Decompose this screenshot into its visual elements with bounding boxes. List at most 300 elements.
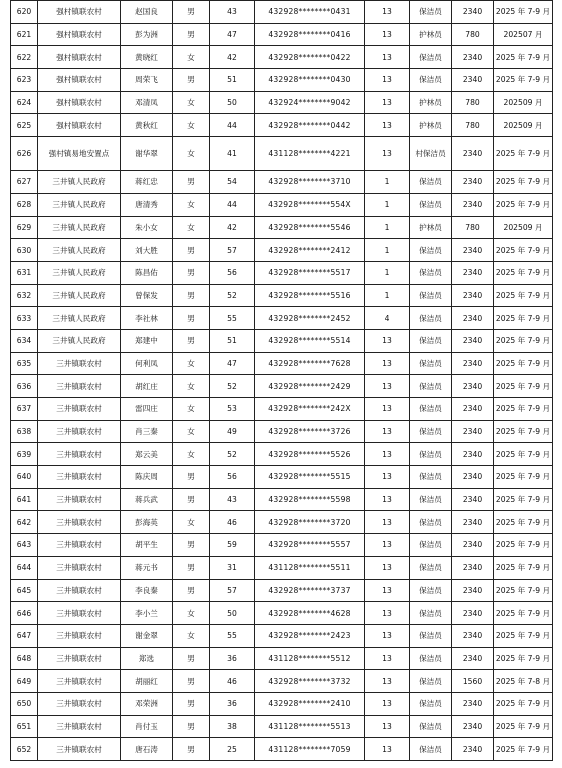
amount-cell: 2340 [452,420,494,443]
id-number-cell: 432924********9042 [255,91,365,114]
id-number-cell: 431128********5512 [255,647,365,670]
name-cell: 肖三秦 [121,420,173,443]
name-cell: 雷四庄 [121,398,173,421]
age-cell: 46 [210,670,255,693]
id-number-cell: 432928********554X [255,193,365,216]
gender-cell: 女 [173,420,210,443]
amount-cell: 2340 [452,137,494,171]
age-cell: 51 [210,69,255,92]
gender-cell: 男 [173,670,210,693]
row-number-cell: 622 [11,46,38,69]
post-cell: 保洁员 [410,556,452,579]
unit-cell: 三井镇人民政府 [38,239,121,262]
post-cell: 保洁员 [410,466,452,489]
amount-cell: 2340 [452,692,494,715]
name-cell: 蒋红忠 [121,171,173,194]
unit-cell: 三井镇联农村 [38,647,121,670]
roster-sheet [10,0,552,761]
id-number-cell: 432928********2412 [255,239,365,262]
unit-cell: 三井镇联农村 [38,511,121,534]
gender-cell: 女 [173,398,210,421]
name-cell: 郑建中 [121,329,173,352]
row-number-cell: 652 [11,738,38,761]
post-cell: 保洁员 [410,443,452,466]
period-cell: 2025 年 7-9 月 [494,602,553,625]
row-number-cell: 626 [11,137,38,171]
unit-cell: 三井镇联农村 [38,534,121,557]
gender-cell: 男 [173,307,210,330]
period-cell: 2025 年 7-9 月 [494,624,553,647]
category-cell: 13 [365,420,410,443]
gender-cell: 男 [173,1,210,24]
post-cell: 保洁员 [410,261,452,284]
table-row [11,511,553,534]
age-cell: 46 [210,511,255,534]
table-row [11,307,553,330]
category-cell: 13 [365,624,410,647]
unit-cell: 三井镇联农村 [38,352,121,375]
id-number-cell: 432928********3737 [255,579,365,602]
row-number-cell: 651 [11,715,38,738]
unit-cell: 三井镇人民政府 [38,284,121,307]
amount-cell: 2340 [452,511,494,534]
unit-cell: 三井镇联农村 [38,556,121,579]
age-cell: 44 [210,114,255,137]
row-number-cell: 647 [11,624,38,647]
period-cell: 2025 年 7-9 月 [494,375,553,398]
id-number-cell: 431128********5513 [255,715,365,738]
roster-table [10,0,553,761]
category-cell: 1 [365,193,410,216]
table-row [11,1,553,24]
id-number-cell: 432928********242X [255,398,365,421]
period-cell: 2025 年 7-9 月 [494,284,553,307]
amount-cell: 2340 [452,46,494,69]
name-cell: 唐清秀 [121,193,173,216]
post-cell: 保洁员 [410,511,452,534]
table-row [11,624,553,647]
name-cell: 赵国良 [121,1,173,24]
unit-cell: 强村镇联农村 [38,91,121,114]
amount-cell: 2340 [452,171,494,194]
id-number-cell: 432928********0442 [255,114,365,137]
amount-cell: 1560 [452,670,494,693]
id-number-cell: 432928********5515 [255,466,365,489]
row-number-cell: 642 [11,511,38,534]
age-cell: 56 [210,261,255,284]
category-cell: 13 [365,352,410,375]
amount-cell: 2340 [452,602,494,625]
amount-cell: 2340 [452,193,494,216]
post-cell: 护林员 [410,23,452,46]
category-cell: 1 [365,284,410,307]
id-number-cell: 432928********2410 [255,692,365,715]
unit-cell: 三井镇联农村 [38,466,121,489]
gender-cell: 女 [173,375,210,398]
category-cell: 13 [365,692,410,715]
amount-cell: 2340 [452,556,494,579]
table-row [11,216,553,239]
table-row [11,647,553,670]
age-cell: 54 [210,171,255,194]
gender-cell: 男 [173,647,210,670]
gender-cell: 男 [173,261,210,284]
table-row [11,556,553,579]
unit-cell: 三井镇联农村 [38,579,121,602]
name-cell: 何利凤 [121,352,173,375]
table-row [11,352,553,375]
category-cell: 13 [365,329,410,352]
gender-cell: 女 [173,216,210,239]
row-number-cell: 648 [11,647,38,670]
unit-cell: 强村镇联农村 [38,114,121,137]
post-cell: 保洁员 [410,534,452,557]
row-number-cell: 649 [11,670,38,693]
id-number-cell: 431128********5511 [255,556,365,579]
id-number-cell: 432928********5557 [255,534,365,557]
table-row [11,46,553,69]
post-cell: 保洁员 [410,171,452,194]
amount-cell: 2340 [452,307,494,330]
period-cell: 202509 月 [494,114,553,137]
unit-cell: 三井镇联农村 [38,398,121,421]
period-cell: 2025 年 7-9 月 [494,738,553,761]
post-cell: 保洁员 [410,715,452,738]
period-cell: 2025 年 7-9 月 [494,579,553,602]
post-cell: 护林员 [410,114,452,137]
amount-cell: 780 [452,91,494,114]
gender-cell: 男 [173,329,210,352]
table-row [11,329,553,352]
row-number-cell: 644 [11,556,38,579]
amount-cell: 2340 [452,69,494,92]
id-number-cell: 432928********5598 [255,488,365,511]
row-number-cell: 638 [11,420,38,443]
category-cell: 13 [365,579,410,602]
post-cell: 村保洁员 [410,137,452,171]
period-cell: 2025 年 7-9 月 [494,511,553,534]
row-number-cell: 624 [11,91,38,114]
category-cell: 13 [365,602,410,625]
table-row [11,670,553,693]
period-cell: 2025 年 7-9 月 [494,261,553,284]
amount-cell: 2340 [452,261,494,284]
id-number-cell: 432928********0416 [255,23,365,46]
age-cell: 50 [210,91,255,114]
period-cell: 202509 月 [494,216,553,239]
age-cell: 36 [210,692,255,715]
age-cell: 56 [210,466,255,489]
category-cell: 13 [365,375,410,398]
unit-cell: 三井镇联农村 [38,624,121,647]
age-cell: 47 [210,23,255,46]
post-cell: 护林员 [410,216,452,239]
amount-cell: 2340 [452,647,494,670]
category-cell: 13 [365,114,410,137]
post-cell: 保洁员 [410,352,452,375]
category-cell: 13 [365,23,410,46]
period-cell: 2025 年 7-9 月 [494,556,553,579]
table-row [11,375,553,398]
period-cell: 2025 年 7-9 月 [494,420,553,443]
row-number-cell: 625 [11,114,38,137]
name-cell: 邓清凤 [121,91,173,114]
row-number-cell: 650 [11,692,38,715]
amount-cell: 2340 [452,398,494,421]
category-cell: 13 [365,670,410,693]
row-number-cell: 633 [11,307,38,330]
row-number-cell: 637 [11,398,38,421]
table-row [11,466,553,489]
name-cell: 蒋元书 [121,556,173,579]
table-row [11,239,553,262]
post-cell: 保洁员 [410,670,452,693]
id-number-cell: 432928********5516 [255,284,365,307]
period-cell: 2025 年 7-9 月 [494,398,553,421]
id-number-cell: 432928********0430 [255,69,365,92]
row-number-cell: 630 [11,239,38,262]
gender-cell: 女 [173,602,210,625]
row-number-cell: 643 [11,534,38,557]
post-cell: 保洁员 [410,692,452,715]
id-number-cell: 432928********7628 [255,352,365,375]
period-cell: 2025 年 7-9 月 [494,352,553,375]
id-number-cell: 432928********5526 [255,443,365,466]
category-cell: 1 [365,216,410,239]
gender-cell: 女 [173,193,210,216]
name-cell: 郑云美 [121,443,173,466]
name-cell: 曾保发 [121,284,173,307]
period-cell: 2025 年 7-9 月 [494,534,553,557]
unit-cell: 强村镇联农村 [38,46,121,69]
category-cell: 13 [365,466,410,489]
name-cell: 彭为洲 [121,23,173,46]
gender-cell: 女 [173,114,210,137]
id-number-cell: 432928********3710 [255,171,365,194]
row-number-cell: 634 [11,329,38,352]
unit-cell: 三井镇人民政府 [38,216,121,239]
id-number-cell: 432928********5546 [255,216,365,239]
table-row [11,420,553,443]
amount-cell: 780 [452,23,494,46]
id-number-cell: 432928********0422 [255,46,365,69]
age-cell: 42 [210,46,255,69]
unit-cell: 三井镇联农村 [38,738,121,761]
age-cell: 52 [210,284,255,307]
name-cell: 朱小女 [121,216,173,239]
gender-cell: 男 [173,23,210,46]
period-cell: 2025 年 7-8 月 [494,670,553,693]
name-cell: 彭海英 [121,511,173,534]
id-number-cell: 432928********2429 [255,375,365,398]
name-cell: 李社林 [121,307,173,330]
row-number-cell: 629 [11,216,38,239]
category-cell: 4 [365,307,410,330]
age-cell: 55 [210,307,255,330]
unit-cell: 三井镇联农村 [38,692,121,715]
name-cell: 唐石涛 [121,738,173,761]
category-cell: 13 [365,738,410,761]
id-number-cell: 431128********4221 [255,137,365,171]
amount-cell: 2340 [452,1,494,24]
unit-cell: 三井镇联农村 [38,375,121,398]
id-number-cell: 432928********3732 [255,670,365,693]
row-number-cell: 641 [11,488,38,511]
gender-cell: 女 [173,352,210,375]
age-cell: 36 [210,647,255,670]
name-cell: 郑选 [121,647,173,670]
age-cell: 44 [210,193,255,216]
period-cell: 2025 年 7-9 月 [494,329,553,352]
name-cell: 蒋兵武 [121,488,173,511]
table-row [11,602,553,625]
category-cell: 13 [365,91,410,114]
unit-cell: 三井镇联农村 [38,670,121,693]
id-number-cell: 432928********2423 [255,624,365,647]
age-cell: 50 [210,602,255,625]
post-cell: 保洁员 [410,239,452,262]
category-cell: 13 [365,511,410,534]
category-cell: 13 [365,137,410,171]
name-cell: 黄秋红 [121,114,173,137]
amount-cell: 2340 [452,284,494,307]
post-cell: 保洁员 [410,398,452,421]
gender-cell: 男 [173,69,210,92]
category-cell: 13 [365,534,410,557]
period-cell: 2025 年 7-9 月 [494,171,553,194]
row-number-cell: 646 [11,602,38,625]
id-number-cell: 432928********0431 [255,1,365,24]
amount-cell: 780 [452,216,494,239]
amount-cell: 2340 [452,738,494,761]
amount-cell: 2340 [452,715,494,738]
id-number-cell: 432928********3726 [255,420,365,443]
amount-cell: 2340 [452,534,494,557]
category-cell: 13 [365,647,410,670]
unit-cell: 三井镇人民政府 [38,193,121,216]
table-row [11,91,553,114]
age-cell: 57 [210,579,255,602]
post-cell: 保洁员 [410,69,452,92]
post-cell: 保洁员 [410,579,452,602]
gender-cell: 男 [173,579,210,602]
period-cell: 2025 年 7-9 月 [494,239,553,262]
unit-cell: 强村镇易地安置点 [38,137,121,171]
category-cell: 1 [365,261,410,284]
post-cell: 保洁员 [410,375,452,398]
post-cell: 保洁员 [410,1,452,24]
unit-cell: 三井镇联农村 [38,488,121,511]
name-cell: 李小兰 [121,602,173,625]
name-cell: 李良秦 [121,579,173,602]
roster-table-body [11,1,553,761]
amount-cell: 2340 [452,466,494,489]
gender-cell: 男 [173,715,210,738]
category-cell: 13 [365,443,410,466]
id-number-cell: 432928********3720 [255,511,365,534]
period-cell: 2025 年 7-9 月 [494,1,553,24]
unit-cell: 三井镇联农村 [38,602,121,625]
amount-cell: 2340 [452,624,494,647]
id-number-cell: 432928********5514 [255,329,365,352]
gender-cell: 男 [173,534,210,557]
name-cell: 黄晓红 [121,46,173,69]
period-cell: 2025 年 7-9 月 [494,307,553,330]
gender-cell: 女 [173,91,210,114]
row-number-cell: 636 [11,375,38,398]
post-cell: 保洁员 [410,284,452,307]
category-cell: 13 [365,488,410,511]
gender-cell: 男 [173,556,210,579]
unit-cell: 三井镇联农村 [38,443,121,466]
name-cell: 陈昌佑 [121,261,173,284]
table-row [11,261,553,284]
id-number-cell: 432928********5517 [255,261,365,284]
post-cell: 保洁员 [410,46,452,69]
period-cell: 2025 年 7-9 月 [494,69,553,92]
row-number-cell: 640 [11,466,38,489]
table-row [11,23,553,46]
age-cell: 31 [210,556,255,579]
table-row [11,284,553,307]
age-cell: 53 [210,398,255,421]
category-cell: 13 [365,715,410,738]
gender-cell: 男 [173,239,210,262]
age-cell: 38 [210,715,255,738]
age-cell: 57 [210,239,255,262]
table-row [11,443,553,466]
amount-cell: 780 [452,114,494,137]
name-cell: 陈庆周 [121,466,173,489]
table-row [11,171,553,194]
table-row [11,193,553,216]
amount-cell: 2340 [452,488,494,511]
amount-cell: 2340 [452,579,494,602]
unit-cell: 三井镇联农村 [38,420,121,443]
name-cell: 谢华翠 [121,137,173,171]
name-cell: 胡平生 [121,534,173,557]
table-row [11,692,553,715]
table-row [11,69,553,92]
age-cell: 41 [210,137,255,171]
age-cell: 42 [210,216,255,239]
row-number-cell: 623 [11,69,38,92]
post-cell: 保洁员 [410,647,452,670]
table-row [11,114,553,137]
post-cell: 保洁员 [410,193,452,216]
row-number-cell: 621 [11,23,38,46]
age-cell: 49 [210,420,255,443]
age-cell: 51 [210,329,255,352]
name-cell: 胡红庄 [121,375,173,398]
post-cell: 保洁员 [410,488,452,511]
category-cell: 1 [365,171,410,194]
unit-cell: 三井镇人民政府 [38,307,121,330]
gender-cell: 男 [173,171,210,194]
period-cell: 2025 年 7-9 月 [494,488,553,511]
age-cell: 25 [210,738,255,761]
gender-cell: 男 [173,738,210,761]
name-cell: 肖付玉 [121,715,173,738]
period-cell: 2025 年 7-9 月 [494,647,553,670]
gender-cell: 男 [173,466,210,489]
gender-cell: 女 [173,46,210,69]
table-row [11,579,553,602]
name-cell: 周荣飞 [121,69,173,92]
row-number-cell: 645 [11,579,38,602]
unit-cell: 三井镇人民政府 [38,261,121,284]
unit-cell: 强村镇联农村 [38,69,121,92]
